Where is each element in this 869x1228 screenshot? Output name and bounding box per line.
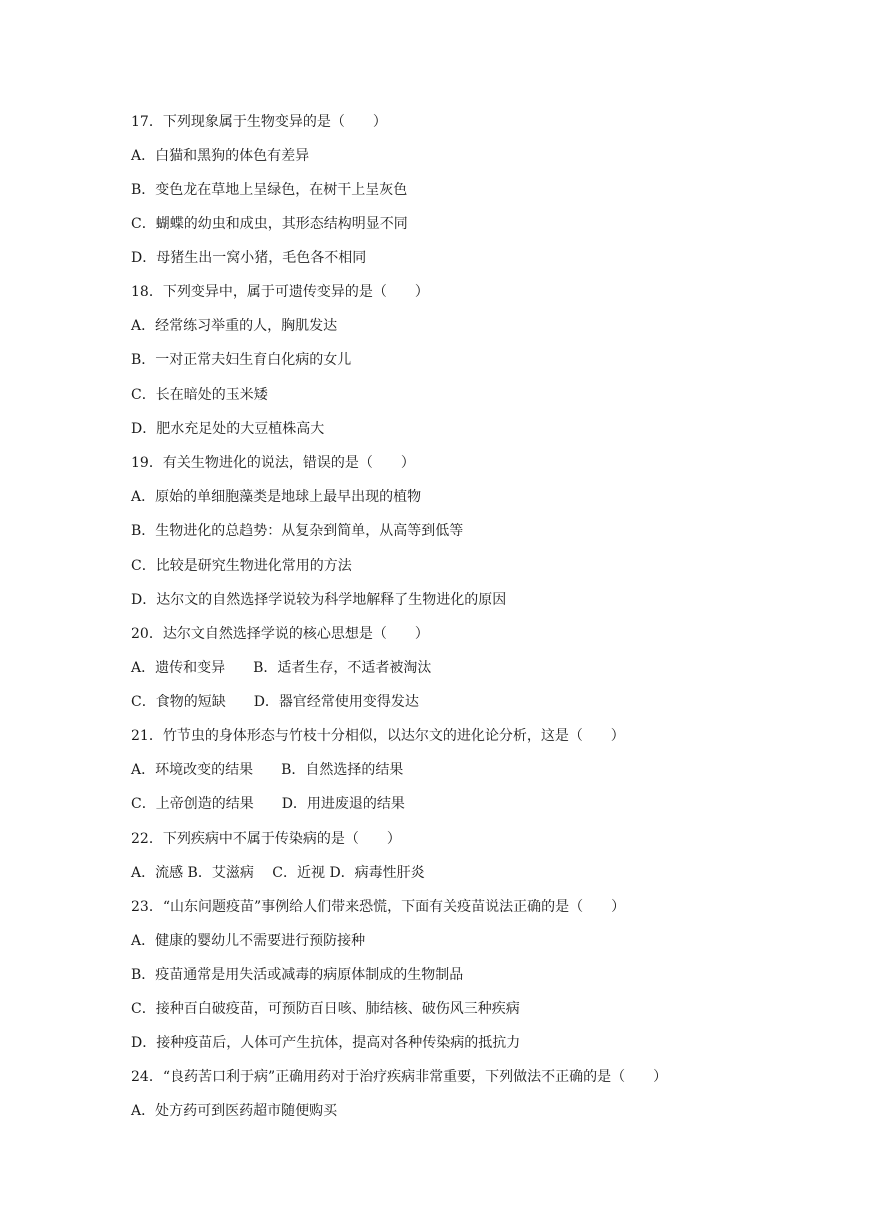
question-18-option-b: B．一对正常夫妇生育白化病的女儿 (131, 352, 352, 368)
question-18-option-d: D．肥水充足处的大豆植株高大 (131, 421, 325, 437)
question-22-options: A．流感 B．艾滋病 C．近视 D．病毒性肝炎 (131, 865, 425, 881)
question-23-option-b: B．疫苗通常是用失活或减毒的病原体制成的生物制品 (131, 967, 464, 983)
question-22-stem: 22．下列疾病中不属于传染病的是（ ） (131, 831, 401, 847)
question-17-stem: 17．下列现象属于生物变异的是（ ） (131, 114, 387, 130)
question-24-option-a: A．处方药可到医药超市随便购买 (131, 1103, 338, 1119)
question-17-option-a: A．白猫和黑狗的体色有差异 (131, 148, 310, 164)
question-19-option-b: B．生物进化的总趋势：从复杂到简单，从高等到低等 (131, 523, 464, 539)
question-20-stem: 20．达尔文自然选择学说的核心思想是（ ） (131, 626, 429, 642)
question-23-stem: 23．“山东问题疫苗”事例给人们带来恐慌，下面有关疫苗说法正确的是（ ） (131, 899, 626, 915)
question-19-option-d: D．达尔文的自然选择学说较为科学地解释了生物进化的原因 (131, 592, 507, 608)
question-19-option-a: A．原始的单细胞藻类是地球上最早出现的植物 (131, 489, 422, 505)
question-23-option-c: C．接种百白破疫苗，可预防百日咳、肺结核、破伤风三种疾病 (131, 1001, 520, 1017)
question-19-option-c: C．比较是研究生物进化常用的方法 (131, 558, 352, 574)
question-17-option-c: C．蝴蝶的幼虫和成虫，其形态结构明显不同 (131, 216, 408, 232)
question-19-stem: 19．有关生物进化的说法，错误的是（ ） (131, 455, 415, 471)
question-18-option-a: A．经常练习举重的人，胸肌发达 (131, 318, 338, 334)
question-21-stem: 21．竹节虫的身体形态与竹枝十分相似，以达尔文的进化论分析，这是（ ） (131, 728, 625, 744)
question-21-options-cd: C．上帝创造的结果 D．用进废退的结果 (131, 796, 405, 812)
question-20-options-cd: C．食物的短缺 D．器官经常使用变得发达 (131, 694, 419, 710)
question-17-option-d: D．母猪生出一窝小猪，毛色各不相同 (131, 250, 367, 266)
question-18-stem: 18．下列变异中，属于可遗传变异的是（ ） (131, 284, 429, 300)
question-17-option-b: B．变色龙在草地上呈绿色，在树干上呈灰色 (131, 182, 408, 198)
question-23-option-a: A．健康的婴幼儿不需要进行预防接种 (131, 933, 366, 949)
question-20-options-ab: A．遗传和变异 B．适者生存，不适者被淘汰 (131, 660, 432, 676)
question-21-options-ab: A．环境改变的结果 B．自然选择的结果 (131, 762, 404, 778)
question-18-option-c: C．长在暗处的玉米矮 (131, 387, 268, 403)
question-23-option-d: D．接种疫苗后，人体可产生抗体，提高对各种传染病的抵抗力 (131, 1035, 521, 1051)
question-24-stem: 24．“良药苦口利于病”正确用药对于治疗疾病非常重要，下列做法不正确的是（ ） (131, 1069, 668, 1085)
